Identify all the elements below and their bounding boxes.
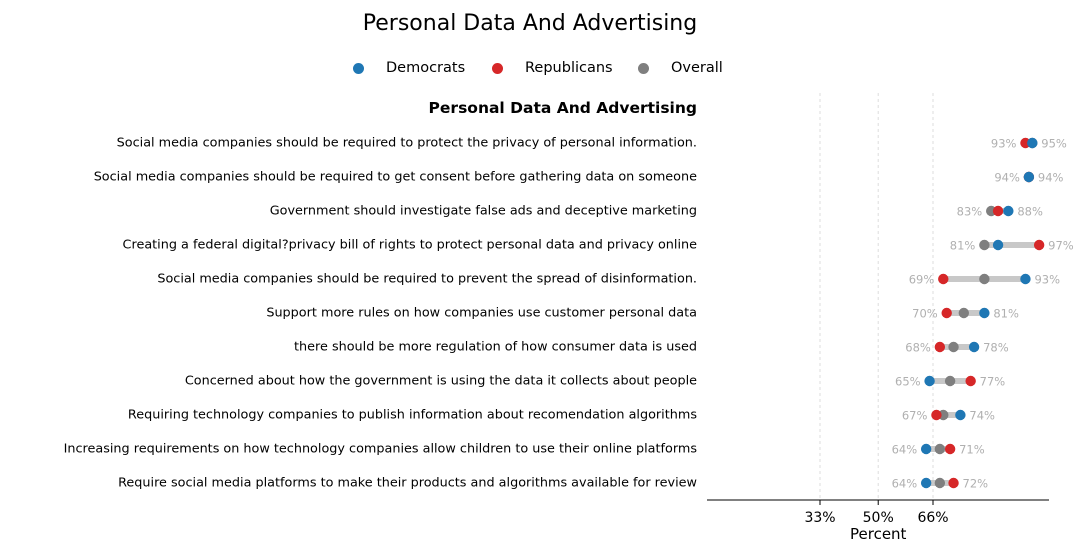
point-republicans bbox=[935, 342, 945, 352]
max-value-label: 74% bbox=[969, 408, 995, 423]
section-title: Personal Data And Advertising bbox=[428, 99, 697, 117]
point-democrats bbox=[921, 478, 931, 488]
max-value-label: 97% bbox=[1048, 238, 1074, 253]
row-label: Government should investigate false ads and deceptive marketing bbox=[269, 203, 697, 219]
point-overall bbox=[979, 274, 989, 284]
point-democrats bbox=[993, 240, 1003, 250]
point-democrats bbox=[979, 308, 989, 318]
point-democrats bbox=[1003, 206, 1013, 216]
min-value-label: 65% bbox=[895, 374, 921, 389]
point-democrats bbox=[924, 376, 934, 386]
row-label: Social media companies should be required to prevent the spread of disinformation. bbox=[157, 271, 697, 287]
row-label: Creating a federal digital?privacy bill of rights to protect personal data and privacy online bbox=[122, 237, 697, 253]
point-overall bbox=[935, 444, 945, 454]
min-value-label: 64% bbox=[891, 442, 918, 457]
legend-label-overall: Overall bbox=[671, 60, 723, 76]
max-value-label: 71% bbox=[959, 442, 985, 457]
row-label: Social media companies should be required to get consent before gathering data on someone bbox=[93, 169, 697, 185]
min-value-label: 67% bbox=[901, 408, 928, 423]
legend-label-republicans: Republicans bbox=[525, 60, 613, 76]
point-republicans bbox=[931, 410, 941, 420]
point-democrats bbox=[1027, 138, 1037, 148]
row-label: Support more rules on how companies use customer personal data bbox=[266, 305, 697, 321]
min-value-label: 93% bbox=[990, 136, 1017, 151]
max-value-label: 81% bbox=[993, 306, 1019, 321]
x-axis-title: Percent bbox=[850, 525, 907, 543]
point-democrats bbox=[969, 342, 979, 352]
min-value-label: 69% bbox=[908, 272, 935, 287]
row-label: Increasing requirements on how technology companies allow children to use their online platforms bbox=[63, 441, 697, 457]
min-value-label: 83% bbox=[956, 204, 983, 219]
chart-title: Personal Data And Advertising bbox=[362, 11, 698, 36]
max-value-label: 72% bbox=[962, 476, 989, 491]
point-republicans bbox=[1034, 240, 1044, 250]
row-label: Concerned about how the government is using the data it collects about people bbox=[184, 373, 697, 389]
min-value-label: 64% bbox=[891, 476, 918, 491]
max-value-label: 94% bbox=[1037, 170, 1064, 185]
max-value-label: 95% bbox=[1041, 136, 1067, 151]
x-tick-label: 33% bbox=[804, 510, 836, 526]
max-value-label: 88% bbox=[1017, 204, 1043, 219]
min-value-label: 68% bbox=[905, 340, 931, 355]
point-democrats bbox=[1020, 274, 1030, 284]
point-republicans bbox=[941, 308, 951, 318]
max-value-label: 93% bbox=[1034, 272, 1061, 287]
row-label: Requiring technology companies to publish information about recomendation algorithms bbox=[127, 407, 697, 423]
point-overall bbox=[935, 478, 945, 488]
point-republicans bbox=[965, 376, 975, 386]
point-overall bbox=[959, 308, 969, 318]
point-republicans bbox=[938, 274, 948, 284]
point-overall bbox=[945, 376, 955, 386]
min-value-label: 81% bbox=[949, 238, 976, 253]
max-value-label: 78% bbox=[983, 340, 1009, 355]
row-label: Social media companies should be required to protect the privacy of personal information. bbox=[116, 135, 697, 151]
point-democrats bbox=[1024, 172, 1034, 182]
point-overall bbox=[948, 342, 958, 352]
row-label: Require social media platforms to make their products and algorithms available for review bbox=[118, 475, 697, 491]
x-tick-label: 66% bbox=[917, 510, 949, 526]
min-value-label: 94% bbox=[994, 170, 1020, 185]
point-republicans bbox=[948, 478, 958, 488]
point-republicans bbox=[945, 444, 955, 454]
max-value-label: 77% bbox=[979, 374, 1006, 389]
row-label: there should be more regulation of how consumer data is used bbox=[294, 339, 697, 355]
min-value-label: 70% bbox=[912, 306, 938, 321]
x-tick-label: 50% bbox=[862, 510, 894, 526]
point-overall bbox=[979, 240, 989, 250]
point-democrats bbox=[921, 444, 931, 454]
point-republicans bbox=[993, 206, 1003, 216]
legend-label-democrats: Democrats bbox=[386, 60, 466, 76]
point-democrats bbox=[955, 410, 965, 420]
